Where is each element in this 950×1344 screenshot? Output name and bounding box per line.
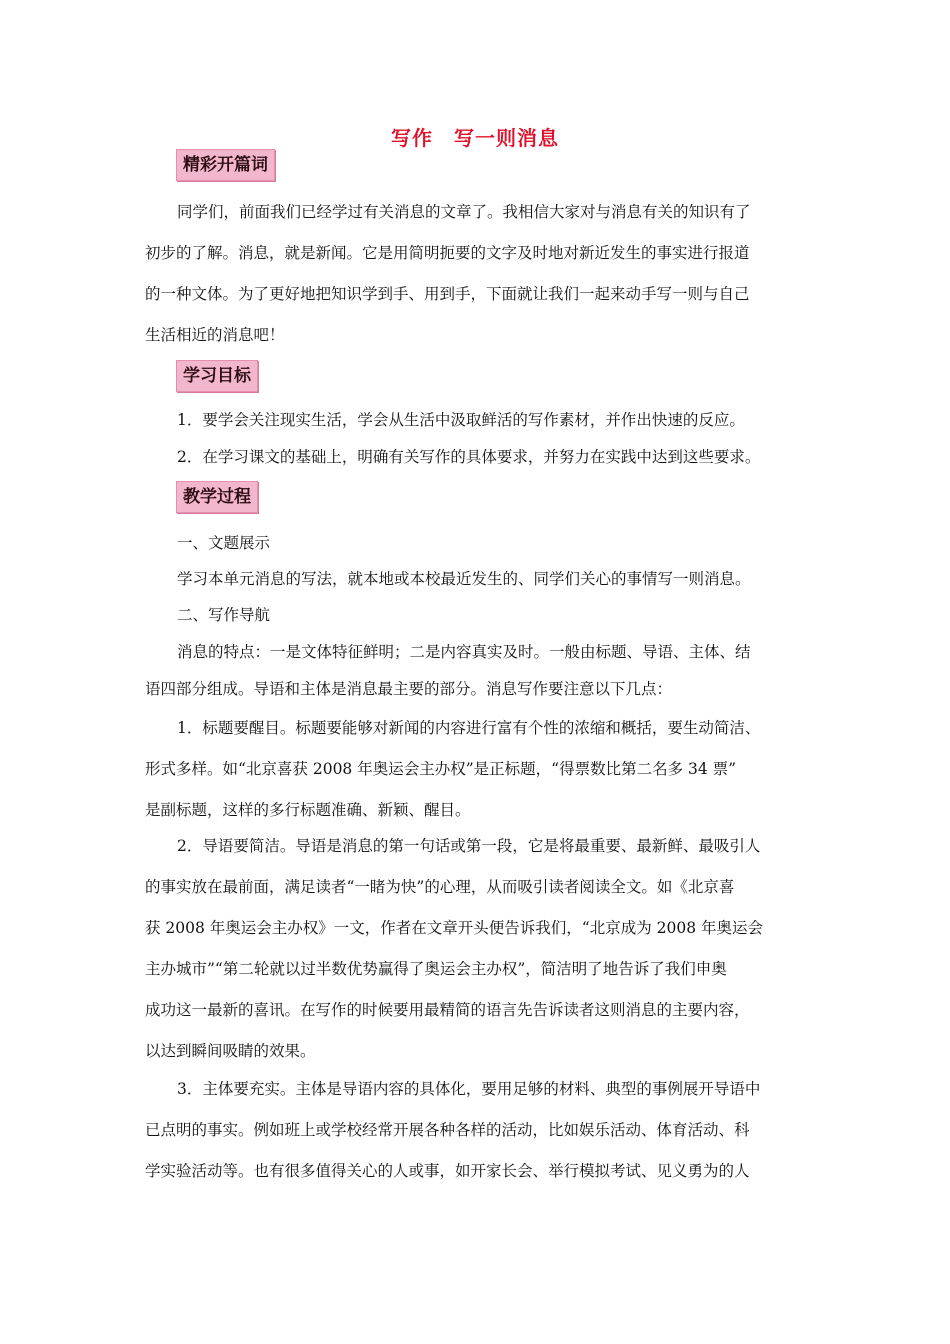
section-badge-goals: 学习目标 (176, 360, 258, 392)
section-heading: 二、写作导航 (177, 606, 271, 624)
section-badge-opening: 精彩开篇词 (176, 149, 275, 181)
goal-item: 2．在学习课文的基础上，明确有关写作的具体要求，并努力在实践中达到这些要求。 (177, 448, 761, 466)
paragraph-line: 消息的特点：一是文体特征鲜明；二是内容真实及时。一般由标题、导语、主体、结 (177, 643, 751, 661)
paragraph-line: 以达到瞬间吸睛的效果。 (145, 1042, 316, 1060)
paragraph-line: 是副标题，这样的多行标题准确、新颖、醒目。 (145, 801, 471, 819)
paragraph-line: 同学们，前面我们已经学过有关消息的文章了。我相信大家对与消息有关的知识有了 (177, 203, 751, 221)
paragraph-line: 成功这一最新的喜讯。在写作的时候要用最精简的语言先告诉读者这则消息的主要内容， (145, 1001, 750, 1019)
paragraph-line: 语四部分组成。导语和主体是消息最主要的部分。消息写作要注意以下几点： (145, 680, 673, 698)
section-heading: 一、文题展示 (177, 534, 271, 552)
paragraph-line: 获 2008 年奥运会主办权》一文，作者在文章开头便告诉我们，“北京成为 2008 年奥运会 (145, 919, 764, 937)
paragraph-line: 1．标题要醒目。标题要能够对新闻的内容进行富有个性的浓缩和概括，要生动简洁、 (177, 719, 761, 737)
paragraph-line: 已点明的事实。例如班上或学校经常开展各种各样的活动，比如娱乐活动、体育活动、科 (145, 1121, 750, 1139)
paragraph-line: 形式多样。如“北京喜获 2008 年奥运会主办权”是正标题，“得票数比第二名多 34 票” (145, 760, 737, 778)
paragraph-line: 的一种文体。为了更好地把知识学到手、用到手，下面就让我们一起来动手写一则与自己 (145, 285, 750, 303)
paragraph-line: 的事实放在最前面，满足读者“一睹为快”的心理，从而吸引读者阅读全文。如《北京喜 (145, 878, 735, 896)
paragraph-line: 学实验活动等。也有很多值得关心的人或事，如开家长会、举行模拟考试、见义勇为的人 (145, 1162, 750, 1180)
paragraph-line: 主办城市”“第二轮就以过半数优势赢得了奥运会主办权”，简洁明了地告诉了我们申奥 (145, 960, 727, 978)
paragraph-line: 初步的了解。消息，就是新闻。它是用简明扼要的文字及时地对新近发生的事实进行报道 (145, 244, 750, 262)
paragraph-line: 2．导语要简洁。导语是消息的第一句话或第一段，它是将最重要、最新鲜、最吸引人 (177, 837, 761, 855)
section-badge-process: 教学过程 (176, 481, 258, 513)
paragraph-line: 3．主体要充实。主体是导语内容的具体化，要用足够的材料、典型的事例展开导语中 (177, 1080, 761, 1098)
goal-item: 1．要学会关注现实生活，学会从生活中汲取鲜活的写作素材，并作出快速的反应。 (177, 411, 745, 429)
paragraph-line: 学习本单元消息的写法，就本地或本校最近发生的、同学们关心的事情写一则消息。 (177, 570, 751, 588)
page-title: 写作 写一则消息 (391, 126, 559, 150)
paragraph-line: 生活相近的消息吧！ (145, 326, 285, 344)
